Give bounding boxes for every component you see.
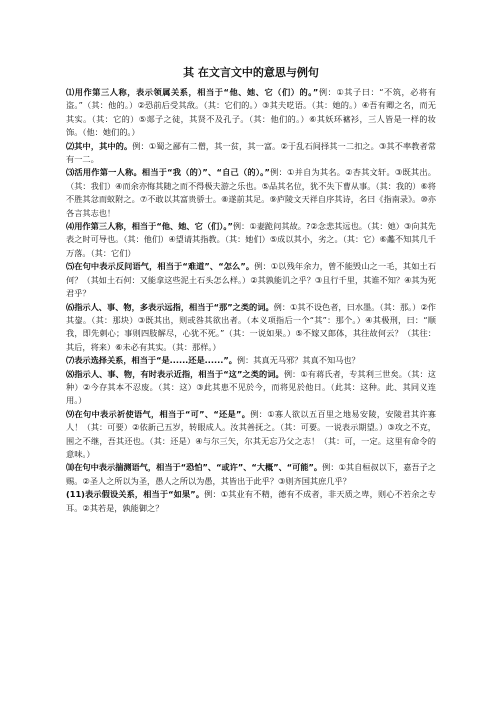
- entry-heading: ⑵其中，其中的。: [66, 140, 133, 151]
- entry-7: [66, 354, 436, 367]
- entry-1: [66, 86, 436, 140]
- entry-body: 例：①蜀之鄙有二僧，其一贫，其一富。②于乱石间择其一二扣之。③其不率教者常有一二。: [66, 140, 436, 165]
- entry-10: [66, 461, 436, 488]
- entry-5: [66, 260, 436, 300]
- entry-body: 例：①妻跪问其故。?②念悲其远也。（其：她）③向其先表之时可导也。（其：他们）④望请其指教。（其：她们）⑤成以其小，劣之。（其：它）⑥蠡不知其几千万落。（其：它们）: [66, 221, 436, 258]
- entry-11: [66, 488, 436, 515]
- entry-body: 例：其真无马邪？其真不知马也？: [236, 355, 360, 366]
- entry-heading: ⑺表示选择关系，相当于“是......还是......”。: [66, 355, 237, 366]
- entry-4: [66, 220, 436, 260]
- entry-3: [66, 166, 436, 220]
- entry-heading: ⑸在句中表示反问语气，相当于“难道”、“怎么”。: [66, 261, 255, 272]
- entry-body: 例：①并自为其名。②杏其文轩。③既其出。（其：我们）④而余亦悔其随之而不得极夫游之乐也。⑤品其名位，犹不失下曹从事。（其：我的）⑥将不胜其忿而蚁附之。⑦不敢以其富贵骄士。⑧遂前其足。⑨庐陵文天祥自序其诗，名曰《指南录》。⑩亦各言其志也！: [66, 167, 436, 218]
- entry-2: [66, 140, 436, 167]
- entry-body: 例：①其不设色者，曰水墨。（其：那。）②作其鋆。（其：那块）③既其出，则或咎其欲出者。（本义项指后一个“其”：那个。）④其极刑，曰：“顺我，即先刺心；事则四肢解尽，心犹不死。”（其：一说如果。）⑤不嫁又郎体，其往故何云？（其往：其后，将来）⑥未必有其实。（其：那样。）: [66, 301, 436, 352]
- entry-body: 例：①其子曰：“不筑，必将有盗。”（其：他的。）②恐前后受其敌。（其：它们的。）③其夫呓语。（其：她的。）④吾有卿之名，而无其实。（其：它的）⑤郯子之徒，其贤不及孔子。（其：他们的。）⑥其妖环褯衫，三人皆是一样的妆饰。（他：她们的。）: [66, 87, 436, 138]
- entry-heading: ⑶活用作第一人称。相当于“我（的）”、“自己（的）。”: [66, 167, 270, 178]
- entry-8: [66, 368, 436, 408]
- entry-6: [66, 301, 436, 355]
- entry-heading: (11)表示假设关系，相当于“如果”。: [66, 489, 205, 500]
- entry-body: 例：①其自桓叔以下，嘉吾子之赐。②圣人之所以为圣，愚人之所以为愚，其皆出于此乎？③则齐国其庶几乎？: [66, 462, 436, 486]
- entry-heading: ⑴用作第三人称，表示领属关系，相当于“他、她、它（们）的。”: [66, 87, 319, 97]
- entry-heading: ⑷用作第三人称，相当于“他、她、它（们）。”: [66, 221, 233, 232]
- entry-body: 例：①寡人欲以五百里之地易安陵，安陵君其许寡人！（其：可要）②依新己五岁，转眼成人。汝其善抚之。（其：可要。一说表示期望。）③攻之不克，围之不继，吾其还也。（其：还是）④与尔三矢，尔其无忘乃父之志！（其：可，一定。这里有命令的意味。）: [66, 408, 436, 459]
- entry-9: [66, 408, 436, 462]
- entry-heading: ⑹指示人、事、物，多表示远指，相当于“那”之类的词。: [66, 301, 274, 312]
- entry-body: 例：①以残年余力，曾不能毁山之一毛，其如土石何？（其如土石何：又能拿这些泥土石头怎么样。）②其孰能讥之乎？③且行千里，其谁不知？④其为死君乎？: [66, 261, 437, 299]
- entry-body: 例：①其业有不精，德有不成者，非天质之卑，则心不若余之专耳。②其若是，孰能御之？: [66, 489, 437, 513]
- entry-heading: ⑽在句中表示揣测语气，相当于“恐怕”、“或许”、“大概”、“可能”。: [66, 462, 323, 473]
- entry-body: 例：①有蒋氏者，专其利三世矣。（其：这种）②今存其本不忍废。（其：这）③此其患不见於今，而将见於他日。（此其：这种。此、其同义连用。）: [66, 368, 436, 406]
- page-title: 其 在文言文中的意思与例句: [183, 66, 319, 79]
- entry-heading: ⑻指示人、事、物，有时表示近指，相当于“这”之类的词。: [66, 368, 284, 379]
- entry-heading: ⑼在句中表示祈使语气，相当于“可”、“还是”。: [66, 408, 251, 419]
